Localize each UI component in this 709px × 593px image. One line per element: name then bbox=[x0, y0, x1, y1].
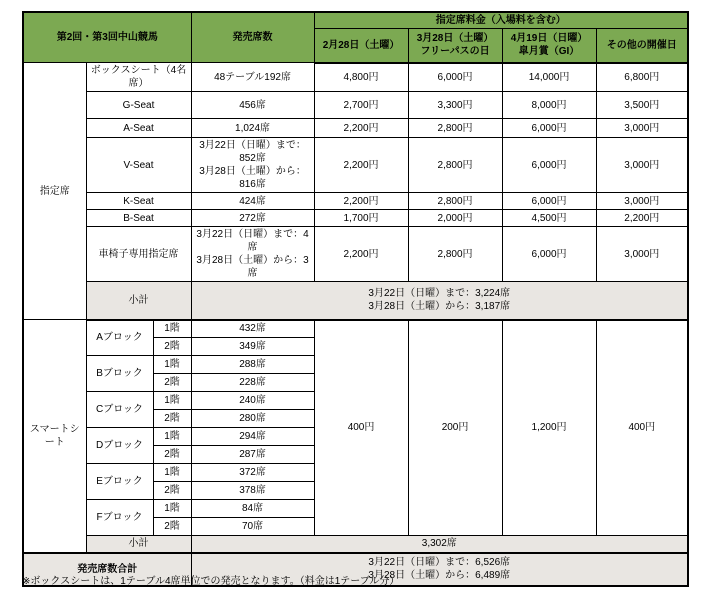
smart-subtotal-label: 小計 bbox=[86, 536, 191, 553]
header-date-cell bbox=[596, 29, 688, 63]
seat-count-cell: 280席 bbox=[191, 410, 314, 428]
seat-count-cell: 48テーブル192席 bbox=[191, 63, 314, 92]
reserved-subtotal-label: 小計 bbox=[86, 282, 191, 320]
reserved-subtotal-value bbox=[191, 282, 688, 320]
header-seats-cell: 発売席数 bbox=[191, 12, 314, 63]
price-cell: 3,000円 bbox=[596, 193, 688, 210]
price-cell: 6,000円 bbox=[502, 227, 596, 282]
count-line: 3月28日（土曜）から：816席 bbox=[199, 166, 306, 190]
floor-cell: 1階 bbox=[153, 392, 191, 410]
seat-count-cell bbox=[191, 227, 314, 282]
seat-count-cell: 456席 bbox=[191, 92, 314, 119]
price-cell: 2,800円 bbox=[408, 227, 502, 282]
block-name-cell: Fブロック bbox=[86, 500, 153, 536]
floor-cell: 1階 bbox=[153, 356, 191, 374]
price-cell: 400円 bbox=[596, 320, 688, 536]
count-line: 3月22日（日曜）まで：852席 bbox=[199, 140, 306, 164]
seat-count-cell: 424席 bbox=[191, 193, 314, 210]
count-line: 3月28日（土曜）から：3席 bbox=[196, 255, 309, 279]
price-cell: 2,000円 bbox=[408, 210, 502, 227]
date-line: 皐月賞（GI） bbox=[518, 46, 580, 58]
header-date-cell bbox=[502, 29, 596, 63]
seat-count-cell: 1,024席 bbox=[191, 119, 314, 138]
seat-name-cell: V-Seat bbox=[86, 138, 191, 193]
floor-cell: 1階 bbox=[153, 428, 191, 446]
date-line: 2月28日（土曜） bbox=[322, 39, 400, 51]
price-cell: 3,500円 bbox=[596, 92, 688, 119]
header-date-cell bbox=[314, 29, 408, 63]
price-cell: 2,700円 bbox=[314, 92, 408, 119]
seat-count-cell: 228席 bbox=[191, 374, 314, 392]
floor-cell: 2階 bbox=[153, 410, 191, 428]
header-date-cell bbox=[408, 29, 502, 63]
header-event-cell: 第2回・第3回中山競馬 bbox=[23, 12, 191, 63]
footnote: ※ボックスシートは、1テーブル4席単位での発売となります。（料金は1テーブル分） bbox=[22, 576, 400, 587]
seat-count-cell: 432席 bbox=[191, 320, 314, 338]
price-cell: 6,800円 bbox=[596, 63, 688, 92]
seat-name-cell: K-Seat bbox=[86, 193, 191, 210]
price-cell: 1,200円 bbox=[502, 320, 596, 536]
floor-cell: 2階 bbox=[153, 482, 191, 500]
grand-total-label: 発売席数合計 bbox=[23, 553, 191, 586]
seat-name-cell: A-Seat bbox=[86, 119, 191, 138]
block-name-cell: Eブロック bbox=[86, 464, 153, 500]
seat-count-cell: 288席 bbox=[191, 356, 314, 374]
seat-count-cell: 272席 bbox=[191, 210, 314, 227]
block-name-cell: Bブロック bbox=[86, 356, 153, 392]
price-cell: 6,000円 bbox=[502, 193, 596, 210]
floor-cell: 2階 bbox=[153, 446, 191, 464]
price-cell: 1,700円 bbox=[314, 210, 408, 227]
seat-price-table bbox=[22, 11, 689, 587]
price-cell: 3,000円 bbox=[596, 227, 688, 282]
seat-count-cell: 349席 bbox=[191, 338, 314, 356]
price-cell: 6,000円 bbox=[502, 138, 596, 193]
date-line: その他の開催日 bbox=[606, 39, 677, 51]
price-cell: 3,300円 bbox=[408, 92, 502, 119]
block-name-cell: Cブロック bbox=[86, 392, 153, 428]
price-cell: 4,800円 bbox=[314, 63, 408, 92]
price-cell: 2,200円 bbox=[596, 210, 688, 227]
total-line: 3月28日（土曜）から：6,489席 bbox=[368, 570, 511, 581]
header-price-banner: 指定席料金（入場料を含む） bbox=[314, 12, 688, 29]
price-cell: 2,200円 bbox=[314, 119, 408, 138]
seat-name-cell: G-Seat bbox=[86, 92, 191, 119]
price-cell: 6,000円 bbox=[502, 119, 596, 138]
price-cell: 2,200円 bbox=[314, 227, 408, 282]
seat-count-cell: 378席 bbox=[191, 482, 314, 500]
smart-subtotal-value: 3,302席 bbox=[191, 536, 688, 553]
price-cell: 3,000円 bbox=[596, 119, 688, 138]
count-line: 3月22日（日曜）まで：4席 bbox=[196, 229, 309, 253]
subtotal-line: 3月28日（土曜）から：3,187席 bbox=[368, 301, 511, 313]
floor-cell: 1階 bbox=[153, 464, 191, 482]
seat-name-cell: ボックスシート（4名席） bbox=[86, 63, 191, 92]
seat-count-cell: 287席 bbox=[191, 446, 314, 464]
seat-count-cell: 240席 bbox=[191, 392, 314, 410]
floor-cell: 2階 bbox=[153, 518, 191, 536]
group-cell-smart: スマートシート bbox=[23, 320, 86, 553]
price-cell: 200円 bbox=[408, 320, 502, 536]
subtotal-line: 3月22日（日曜）まで：3,224席 bbox=[368, 288, 511, 300]
price-cell: 14,000円 bbox=[502, 63, 596, 92]
group-cell-reserved: 指定席 bbox=[23, 63, 86, 320]
price-cell: 400円 bbox=[314, 320, 408, 536]
seat-count-cell: 372席 bbox=[191, 464, 314, 482]
price-cell: 6,000円 bbox=[408, 63, 502, 92]
seat-name-cell: 車椅子専用指定席 bbox=[86, 227, 191, 282]
floor-cell: 2階 bbox=[153, 338, 191, 356]
seat-count-cell: 70席 bbox=[191, 518, 314, 536]
price-cell: 2,800円 bbox=[408, 119, 502, 138]
seat-name-cell: B-Seat bbox=[86, 210, 191, 227]
price-cell: 4,500円 bbox=[502, 210, 596, 227]
date-line: フリーパスの日 bbox=[420, 46, 490, 58]
seat-count-cell bbox=[191, 138, 314, 193]
floor-cell: 1階 bbox=[153, 320, 191, 338]
seat-count-cell: 84席 bbox=[191, 500, 314, 518]
price-cell: 8,000円 bbox=[502, 92, 596, 119]
price-cell: 2,200円 bbox=[314, 138, 408, 193]
floor-cell: 2階 bbox=[153, 374, 191, 392]
date-line: 3月28日（土曜） bbox=[416, 33, 494, 45]
block-name-cell: Aブロック bbox=[86, 320, 153, 356]
date-line: 4月19日（日曜） bbox=[510, 33, 588, 45]
floor-cell: 1階 bbox=[153, 500, 191, 518]
seat-count-cell: 294席 bbox=[191, 428, 314, 446]
total-line: 3月22日（日曜）まで：6,526席 bbox=[368, 557, 511, 568]
price-cell: 3,000円 bbox=[596, 138, 688, 193]
block-name-cell: Dブロック bbox=[86, 428, 153, 464]
price-cell: 2,800円 bbox=[408, 193, 502, 210]
price-cell: 2,200円 bbox=[314, 193, 408, 210]
price-cell: 2,800円 bbox=[408, 138, 502, 193]
